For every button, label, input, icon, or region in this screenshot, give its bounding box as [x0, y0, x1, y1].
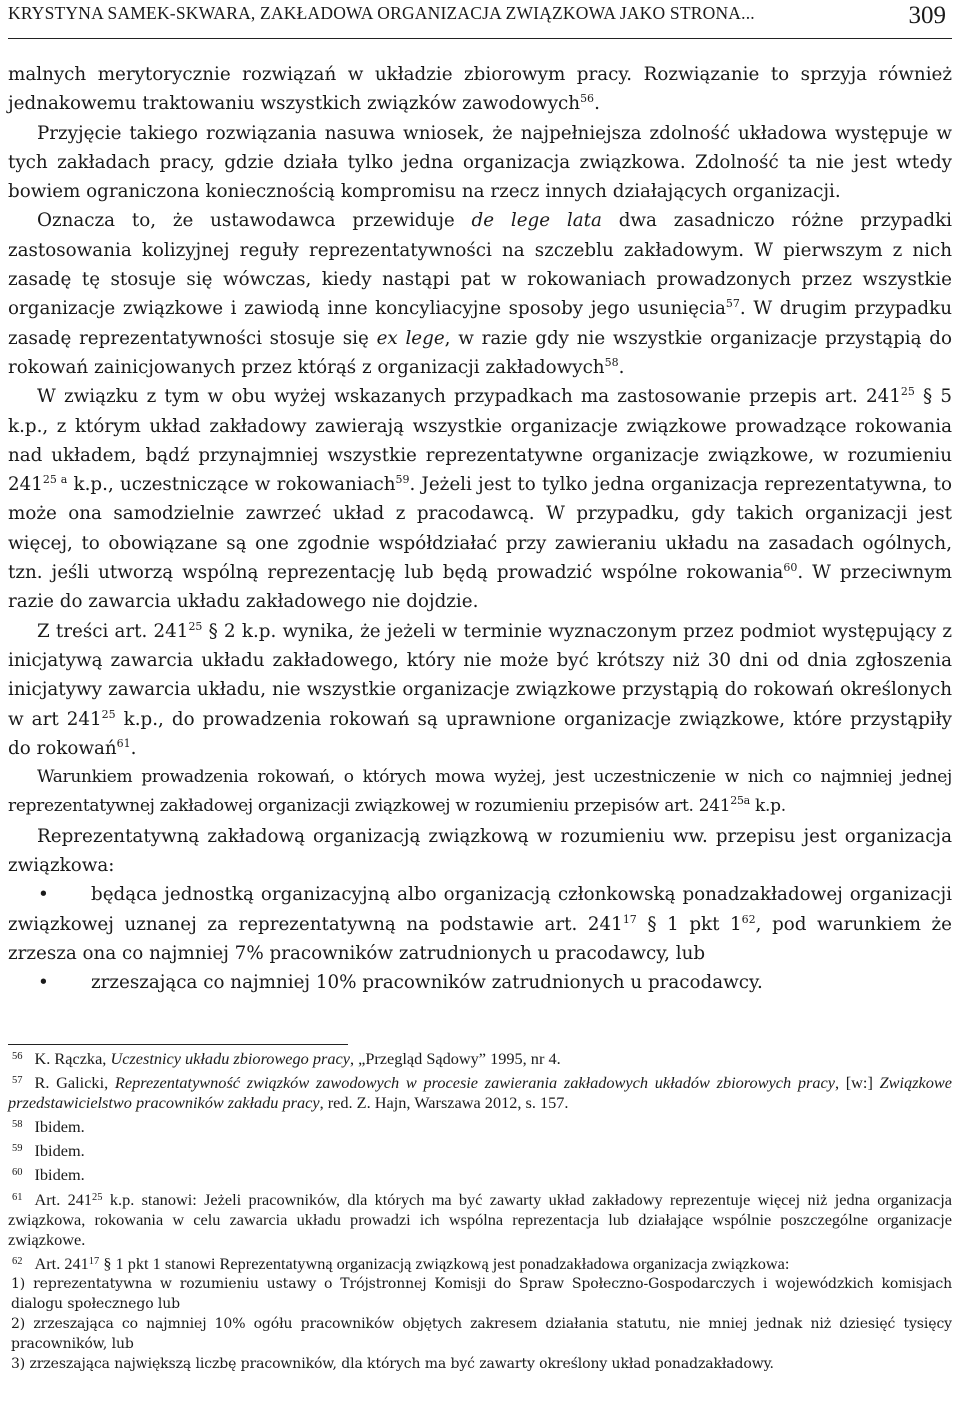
text-run: § 1 pkt 1 stanowi Reprezentatywną organizacją związkową jest ponadzakładowa organizacja związkowa:	[99, 1253, 790, 1273]
footnote-number: 57	[12, 1075, 23, 1087]
text-run: Reprezentatywną zakładową organizacją związkową w rozumieniu ww. przepisu jest organizacja związkowa:	[8, 825, 952, 877]
text-run: . Jeżeli jest to tylko jedna organizacja reprezentatywna, to może ona samodzielnie zawrzeć układ z pracodawcą. W przypadku, gdy takich organizacji jest więcej, to obowiązane są one zgodnie współdziałać przy zawieraniu układu na zasadach ogólnych, tzn. jeśli utworzą wspólną reprezentację lub będą prowadzić wspólne rokowania	[8, 474, 952, 584]
text-run: R. Galicki,	[34, 1073, 115, 1093]
text-run: k.p. stanowi: Jeżeli pracowników, dla których ma być zawarty układ zakładowy reprezentuje więcej niż jedna organizacja związkowa, rokowania w celu zawarcia układu prowadzi ich wspólna reprezentacja lub działające wspólnie poszczególne organizacje związkowe.	[8, 1189, 953, 1249]
footnote-ref: 62	[741, 912, 756, 926]
footnote-ref: 60	[783, 561, 798, 575]
text-run: .	[618, 356, 625, 378]
footnote	[8, 1254, 952, 1274]
cited-title: Reprezentatywność związków zawodowych w procesie zawierania zakładowych układów zbiorowych pracy	[114, 1073, 835, 1093]
paragraph	[8, 206, 952, 382]
cited-title: Związkowe przedstawicielstwo pracowników zakładu pracy	[8, 1073, 952, 1113]
text-run: k.p., uczestniczące w rokowaniach	[67, 474, 396, 496]
text-run: malnych merytorycznie rozwiązań w układzie zbiorowym pracy. Rozwiązanie to sprzyja również jednakowemu traktowaniu wszystkich związków zawodowych	[8, 64, 952, 115]
text-run: zrzeszająca co najmniej 10% pracowników zatrudnionych u pracodawcy.	[91, 972, 763, 994]
superscript: 25a	[730, 794, 750, 808]
text-run: , [w:]	[834, 1073, 880, 1093]
text-run: , w razie gdy nie wszystkie organizacje przystąpią do rokowań zainicjowanych przez którąś z organizacji zakładowych	[8, 327, 952, 378]
latin-phrase: de lege lata	[471, 210, 602, 232]
footnote	[8, 1073, 952, 1113]
text-run: . W przeciwnym razie do zawarcia układu zakładowego nie dojdzie.	[8, 562, 952, 613]
text-run: , red. Z. Hajn, Warszawa 2012, s. 157.	[319, 1093, 569, 1113]
list-item	[8, 880, 952, 968]
footnote-ref: 61	[116, 736, 131, 750]
text-run: K. Rączka,	[34, 1049, 111, 1068]
footnote	[8, 1141, 952, 1161]
footnote-number: 59	[12, 1143, 23, 1155]
footnote	[8, 1117, 952, 1137]
superscript: 25	[92, 1191, 103, 1203]
footnote-number: 61	[12, 1191, 23, 1203]
latin-phrase: ex lege	[376, 327, 445, 349]
bullet-icon: •	[38, 972, 49, 994]
footnote-ref: 58	[604, 355, 619, 369]
text-run: Ibidem.	[34, 1165, 85, 1185]
text-run: § 1 pkt 1	[636, 913, 742, 935]
main-text	[8, 60, 952, 998]
paragraph	[8, 119, 952, 207]
superscript: 25	[101, 707, 116, 721]
page-number: 309	[908, 2, 946, 29]
footnote-separator	[8, 1044, 348, 1045]
bullet-list	[8, 880, 952, 997]
text-run: będąca jednostką organizacyjną albo organizacją członkowską ponadzakładowej organizacji związkowej uznanej za reprezentatywną na podstawie art. 241	[8, 884, 952, 935]
text-run: Warunkiem prowadzenia rokowań, o których mowa wyżej, jest uczestniczenie w nich co najmniej jednej reprezentatywnej zakładowej organizacji związkowej w rozumieniu przepisów art. 241	[8, 767, 952, 817]
footnote	[8, 1049, 952, 1069]
text-run: .	[130, 737, 137, 759]
footnote-ref: 56	[580, 92, 595, 106]
superscript: 17	[88, 1255, 100, 1267]
text-run: Z treści art. 241	[37, 620, 189, 642]
footnote-list-item: 3) zrzeszająca największą liczbę pracowników, dla których ma być zawarty określony układ ponadzakładowy.	[11, 1356, 774, 1373]
footnote-number: 60	[12, 1167, 23, 1179]
text-run: Ibidem.	[34, 1117, 85, 1137]
text-run: k.p.	[749, 796, 786, 817]
superscript: 25	[900, 385, 915, 399]
running-header	[8, 0, 952, 39]
footnotes	[8, 1049, 952, 1374]
footnote-number: 56	[12, 1051, 23, 1062]
paragraph	[8, 617, 952, 763]
running-title: KRYSTYNA SAMEK-SKWARA, ZAKŁADOWA ORGANIZACJA ZWIĄZKOWA JAKO STRONA...	[8, 3, 755, 23]
bullet-icon: •	[38, 884, 49, 906]
text-run: dwa zasadniczo różne przypadki zastosowania kolizyjnej reguły reprezentatywności na szczeblu zakładowym. W pierwszym z nich zasadę tę stosuje się wówczas, kiedy nastąpi pat w rokowaniach prowadzonych przez wszystkie organizacje związkowe i zawiodą inne koncyliacyjne sposoby jego usunięcia	[8, 210, 952, 320]
text-run: Ibidem.	[34, 1141, 85, 1161]
text-run: , pod warunkiem że zrzesza ona co najmniej 7% pracowników zatrudnionych u pracodawcy, lub	[8, 913, 952, 964]
text-run: .	[594, 93, 600, 115]
paragraph	[8, 60, 952, 119]
superscript: 25 a	[42, 473, 68, 487]
text-run: Art. 241	[34, 1189, 93, 1209]
superscript: 25	[188, 619, 203, 633]
text-run: Oznacza to, że ustawodawca przewiduje	[37, 210, 472, 232]
text-run: , „Przegląd Sądowy” 1995, nr 4.	[349, 1049, 561, 1068]
footnote	[8, 1190, 952, 1250]
footnote-ref: 59	[395, 473, 410, 487]
cited-title: Uczestnicy układu zbiorowego pracy	[110, 1049, 350, 1068]
text-run: W związku z tym w obu wyżej wskazanych przypadkach ma zastosowanie przepis art. 241	[37, 386, 901, 408]
footnote-number: 58	[12, 1119, 23, 1131]
footnote-list-item: 1) reprezentatywna w rozumieniu ustawy o Trójstronnej Komisji do Spraw Społeczno-Gospodarczych i wojewódzkich komisjach dialogu społecznego lub	[11, 1275, 952, 1313]
paragraph	[8, 763, 952, 822]
paragraph	[8, 382, 952, 616]
footnote-ref: 57	[725, 297, 740, 311]
text-run: § 5 k.p., z którym układ zakładowy zawierają wszystkie organizacje związkowe prowadzące rokowania nad układem, bądź przynajmniej wszystkie reprezentatywne organizacje związkowe, w rozumieniu 241	[8, 386, 952, 496]
footnote	[8, 1165, 952, 1185]
text-run: . W drugim przypadku zasadę reprezentatywności stosuje się	[8, 298, 952, 349]
text-run: Przyjęcie takiego rozwiązania nasuwa wniosek, że najpełniejsza zdolność układowa występuje w tych zakładach pracy, gdzie działa tylko jedna organizacja związkowa. Zdolność ta nie jest wtedy bowiem ograniczona koniecznością kompromisu na rzecz innych działających organizacji.	[8, 122, 952, 203]
paragraph	[8, 822, 952, 881]
list-item	[8, 968, 952, 997]
text-run: § 2 k.p. wynika, że jeżeli w terminie wyznaczonym przez podmiot występujący z inicjatywą zawarcia układu zakładowego, który nie może być krótszy niż 30 dni od dnia zgłoszenia inicjatywy zawarcia układu, nie wszystkie organizacje związkowe przystąpią do rokowań określonych w art 241	[8, 620, 952, 730]
footnote-number: 62	[12, 1255, 23, 1267]
text-run: Art. 241	[34, 1253, 89, 1273]
footnote-list-item: 2) zrzeszająca co najmniej 10% ogółu pracowników objętych zakresem działania statutu, nie mniej jednak niż dziesięć tysięcy pracowników, lub	[11, 1316, 952, 1353]
superscript: 17	[622, 912, 637, 926]
text-run: k.p., do prowadzenia rokowań są uprawnione organizacje związkowe, które przystąpiły do rokowań	[8, 708, 952, 759]
